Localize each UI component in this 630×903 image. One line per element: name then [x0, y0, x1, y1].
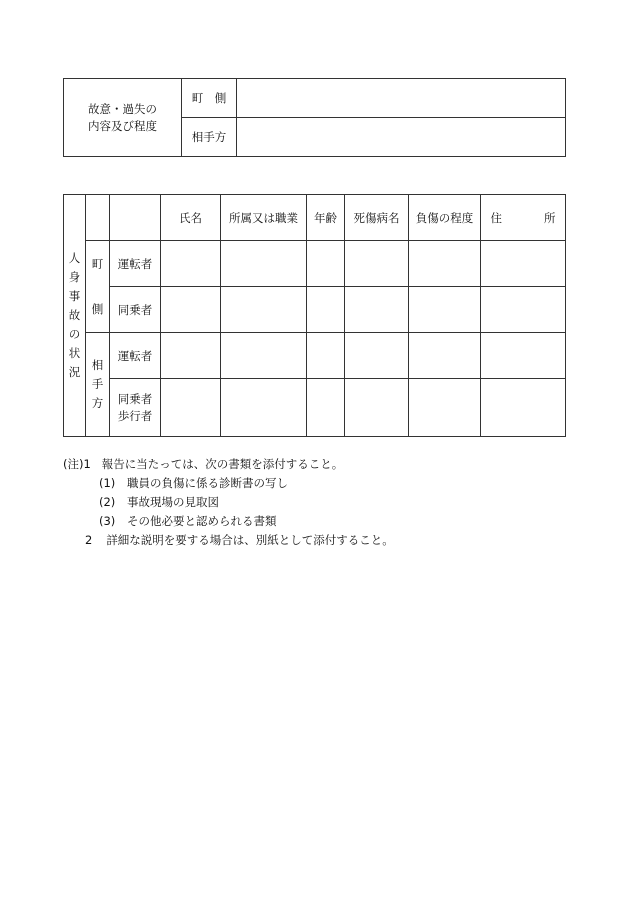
note-sub-1-text: 職員の負傷に係る診断書の写し [127, 476, 288, 490]
note-item-1-text: 報告に当たっては、次の書類を添付すること。 [101, 457, 344, 471]
note-item-2-text: 詳細な説明を要する場合は、別紙として添付すること。 [106, 533, 394, 547]
note-sub-3-number: (3) [99, 514, 116, 528]
fault-label-cell [64, 79, 182, 157]
section-char-2: 身 [68, 270, 81, 284]
header-age: 年齢 [307, 195, 345, 241]
note-sub-3-text: その他必要と認められる書類 [127, 514, 277, 528]
town-side-char-1: 町 [91, 256, 104, 271]
header-address-char2: 所 [544, 210, 556, 225]
cell-other-passenger-age[interactable] [307, 379, 345, 437]
cell-other-driver-severity[interactable] [409, 333, 481, 379]
header-name: 氏名 [161, 195, 221, 241]
other-party-label [86, 333, 110, 437]
header-diagnosis: 死傷病名 [345, 195, 409, 241]
other-party-char-3: 方 [91, 396, 104, 410]
cell-town-passenger-address[interactable] [481, 287, 566, 333]
note-item-2-number: 2 [85, 533, 93, 547]
cell-town-driver-name[interactable] [161, 241, 221, 287]
section-char-6: 状 [68, 346, 81, 360]
note-sub-2-number: (2) [99, 495, 116, 509]
notes-section [63, 455, 566, 550]
cell-other-driver-affiliation[interactable] [221, 333, 307, 379]
section-char-7: 況 [68, 365, 81, 379]
note-sub-1-number: (1) [99, 476, 116, 490]
note-sub-1 [63, 474, 566, 493]
cell-town-passenger-name[interactable] [161, 287, 221, 333]
cell-town-driver-age[interactable] [307, 241, 345, 287]
note-item-1 [63, 455, 566, 474]
town-side-label [86, 241, 110, 333]
note-prefix: (注)1 [63, 457, 91, 471]
role-other-driver: 運転者 [110, 333, 161, 379]
note-sub-3 [63, 512, 566, 531]
section-char-4: 故 [68, 308, 81, 322]
cell-other-passenger-severity[interactable] [409, 379, 481, 437]
cell-other-passenger-address[interactable] [481, 379, 566, 437]
cell-other-driver-diagnosis[interactable] [345, 333, 409, 379]
cell-town-passenger-affiliation[interactable] [221, 287, 307, 333]
fault-town-side-label: 町 側 [182, 79, 237, 118]
note-sub-2-text: 事故現場の見取図 [127, 495, 219, 509]
header-address-char1: 住 [490, 210, 502, 225]
fault-label-line2: 内容及び程度 [88, 118, 157, 133]
role-town-passenger: 同乗者 [110, 287, 161, 333]
fault-label-line1: 故意・過失の [88, 101, 157, 116]
fault-town-side-field[interactable] [237, 79, 566, 118]
other-party-char-2: 手 [91, 377, 104, 391]
cell-other-passenger-name[interactable] [161, 379, 221, 437]
cell-other-driver-address[interactable] [481, 333, 566, 379]
role-other-passenger-pedestrian [110, 379, 161, 437]
note-sub-2 [63, 493, 566, 512]
section-char-5: の [68, 327, 81, 341]
cell-town-driver-affiliation[interactable] [221, 241, 307, 287]
fault-other-party-label: 相手方 [182, 118, 237, 157]
cell-other-passenger-diagnosis[interactable] [345, 379, 409, 437]
injury-section-label [64, 195, 86, 437]
cell-town-passenger-age[interactable] [307, 287, 345, 333]
other-party-char-1: 相 [91, 358, 104, 372]
cell-town-passenger-diagnosis[interactable] [345, 287, 409, 333]
cell-other-driver-name[interactable] [161, 333, 221, 379]
fault-other-party-field[interactable] [237, 118, 566, 157]
cell-town-driver-diagnosis[interactable] [345, 241, 409, 287]
role-other-passenger-line1: 同乗者 [117, 391, 153, 406]
cell-other-passenger-affiliation[interactable] [221, 379, 307, 437]
cell-other-driver-age[interactable] [307, 333, 345, 379]
cell-town-driver-severity[interactable] [409, 241, 481, 287]
injury-table [63, 194, 566, 437]
role-town-driver: 運転者 [110, 241, 161, 287]
fault-table [63, 78, 566, 157]
note-item-2 [63, 531, 566, 550]
header-address [481, 195, 566, 241]
section-char-3: 事 [68, 289, 81, 303]
header-affiliation: 所属又は職業 [221, 195, 307, 241]
section-char-1: 人 [68, 251, 81, 265]
header-severity: 負傷の程度 [409, 195, 481, 241]
header-blank-side [86, 195, 110, 241]
header-blank-role [110, 195, 161, 241]
cell-town-driver-address[interactable] [481, 241, 566, 287]
role-other-passenger-line2: 歩行者 [117, 408, 153, 423]
cell-town-passenger-severity[interactable] [409, 287, 481, 333]
town-side-char-2: 側 [91, 301, 104, 316]
